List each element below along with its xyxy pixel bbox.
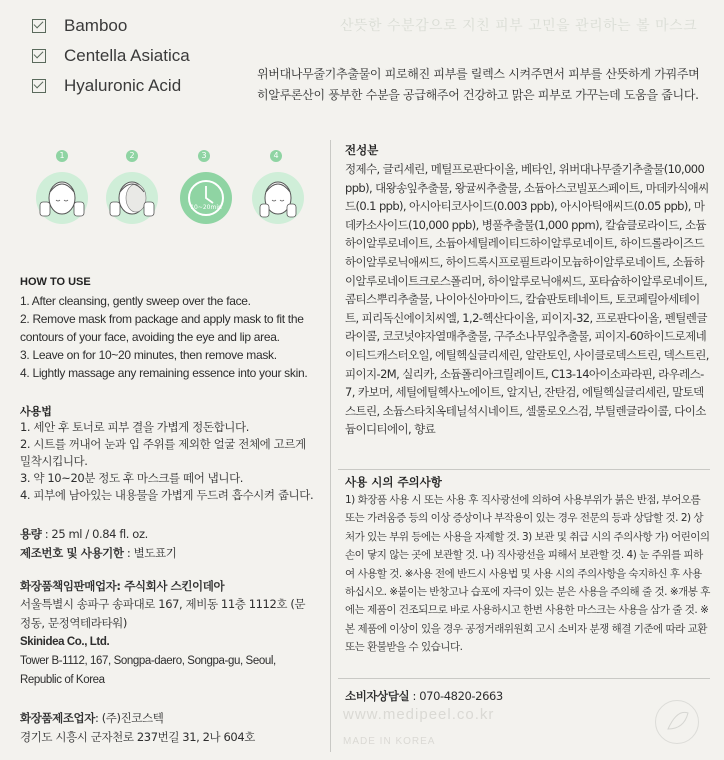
consumer-value: : 070-4820-2663 bbox=[412, 689, 503, 703]
feature-bamboo bbox=[32, 16, 127, 36]
manufacturer-name: : (주)진코스텍 bbox=[94, 711, 164, 725]
website-watermark: www.medipeel.co.kr bbox=[343, 706, 495, 723]
product-description: 위버대나무줄기추출물이 피로해진 피부를 릴렉스 시켜주면서 피부를 산뜻하게 가꿔주며 히알루론산이 풍부한 수분을 공급해주어 건강하고 맑은 피부로 가꾸는데 도움을 줍니다. bbox=[257, 67, 700, 102]
seller-label: 화장품책임판매업자 bbox=[20, 579, 117, 593]
expiry-value: : 별도표기 bbox=[126, 546, 177, 560]
steps-illustration bbox=[22, 146, 322, 244]
feature-hyaluronic bbox=[32, 76, 181, 96]
checkbox-icon bbox=[32, 79, 46, 93]
manufacturer-address: 경기도 시흥시 군자천로 237번길 31, 2나 604호 bbox=[20, 730, 255, 744]
column-divider bbox=[330, 140, 331, 752]
usage-ko-heading: 사용법 bbox=[20, 405, 52, 418]
faded-banner: 산뜻한 수분감으로 지친 피부 고민을 관리하는 볼 마스크 bbox=[340, 18, 698, 34]
expiry-row bbox=[20, 545, 176, 562]
seller-address-en: Tower B-1112, 167, Songpa-daero, Songpa-gu, Seoul, Republic of Korea bbox=[20, 655, 276, 686]
consumer-row bbox=[345, 688, 503, 705]
usage-ko-item: 2. 시트를 꺼내어 눈과 입 주위를 제외한 얼굴 전체에 고르게 밀착시킵니다. bbox=[20, 437, 306, 468]
seller-address-ko: 서울특별시 송파구 송파대로 167, 제비동 11층 1112호 (문정동, 문정역테라타워) bbox=[20, 597, 306, 630]
usage-ko-item: 3. 약 10~20분 정도 후 마스크를 떼어 냅니다. bbox=[20, 471, 244, 485]
cautions-text: 1) 화장품 사용 시 또는 사용 후 직사광선에 의하여 사용부위가 붉은 반점, 부어오름 또는 가려움증 등의 이상 증상이나 부작용이 있는 경우 전문의 등과 상담할 것. 2) 상처가 있는 부위 등에는 사용을 자제할 것. 3) 보관 및 취급 시의 주의사항 가) 어린이의 손이 닿지 않는 곳에 보관할 것. 나) 직사광선을 피해서 보관할 것. 4) 눈 주위를 피하여 사용할 것. ※사용 전에 반드시 사용법 및 사용 시의 주의사항을 숙지하신 후 사용하십시오. ※붙이는 반창고나 습포에 자극이 있는 분은 사용을 주의해 줄 것. ※개봉 후에는 제품이 건조되므로 바로 사용하시고 한번 사용한 마스크는 사용을 삼가 줄 것. ※본 제품에 이상이 있을 경우 공정거래위원회 고시 소비자 분쟁 해결 기준에 따라 교환 또는 환불받을 수 있습니다. bbox=[345, 494, 710, 654]
usage-ko-list bbox=[20, 419, 315, 504]
volume-label: 용량 bbox=[20, 527, 42, 541]
consumer-label: 소비자상담실 bbox=[345, 689, 410, 703]
section-divider bbox=[338, 678, 710, 679]
step-number: 2 bbox=[126, 150, 138, 162]
how-to-use-item: 4. Lightly massage any remaining essence into your skin. bbox=[20, 366, 308, 380]
feature-label: Hyaluronic Acid bbox=[64, 76, 182, 95]
manufacturer-block bbox=[20, 710, 315, 748]
how-to-use-heading: HOW TO USE bbox=[20, 276, 91, 288]
usage-ko-item: 1. 세안 후 토너로 피부 결을 가볍게 정돈합니다. bbox=[20, 420, 249, 434]
section-divider bbox=[338, 469, 710, 470]
ingredients-text: 정제수, 글리세린, 메틸프로판다이올, 베타인, 위버대나무줄기추출물(10,000 ppb), 대왕송잎추출물, 왕귤씨추출물, 소듐아스코빌포스페이트, 마데카식애씨드(0.1 ppb), 아시아티코사이드(0.003 ppb), 아시아틱애씨드(0.05 ppb), 마데카소사이드(10,000 ppb), 병풀추출물(1,000 ppm), 칼슘클로라이드, 소듐하이알루로네이트, 소듐아세틸레이티드하이알루로네이트, 하이드롤라이즈드하이알루로닉애씨드, 하이드록시프로필트라이모늄하이알루로네이트, 소듐하이알루로네이트크로스폴리머, 하이알루로닉애씨드, 포타슘하이알루로네이트, 콤티스뿌리추출물, 나이아신아마이드, 칼슘판토테네이트, 토코페릴아세테이트, 피리독신에이치씨엘, 1,2-헥산다이올, 피이지-32, 프로판다이올, 펜틸렌글라이콜, 코코넛야자열매추출물, 구주소나무잎추출물, 피이지-60하이드로제네이티드캐스터오일, 에틸헥실글리세린, 알란토인, 사이클로덱스트린, 덱스트린, 피이지-2M, 실리카, 소듐폴리아크릴레이트, C13-14아이소파라핀, 라우레스-7, 카보머, 세틸에틸헥사노에이트, 알지닌, 잔탄검, 에틸헥실글리세린, 말토덱스트린, 소듐스타치옥테닐석시네이트, 셀룰로오스검, 부틸렌글라이콜, 다이소듐이디티에이, 향료 bbox=[345, 162, 709, 437]
step-number: 4 bbox=[270, 150, 282, 162]
volume-row bbox=[20, 526, 148, 543]
face-cleansing-icon bbox=[36, 172, 88, 224]
feature-centella bbox=[32, 46, 190, 66]
volume-value: : 25 ml / 0.84 fl. oz. bbox=[44, 527, 148, 541]
face-massage-icon bbox=[252, 172, 304, 224]
expiry-label: 제조번호 및 사용기한 bbox=[20, 546, 124, 560]
timer-icon bbox=[180, 172, 232, 224]
seller-name: : 주식회사 스킨이데아 bbox=[116, 579, 225, 593]
leaf-logo-icon bbox=[655, 700, 699, 744]
checkbox-icon bbox=[32, 49, 46, 63]
manufacturer-label: 화장품제조업자 bbox=[20, 711, 95, 725]
timer-label: 10~20min bbox=[190, 204, 222, 211]
checkbox-icon bbox=[32, 19, 46, 33]
made-in-watermark: MADE IN KOREA bbox=[343, 736, 436, 747]
usage-ko-item: 4. 피부에 남아있는 내용물을 가볍게 두드려 흡수시켜 줍니다. bbox=[20, 488, 314, 502]
how-to-use-item: 3. Leave on for 10~20 minutes, then remove mask. bbox=[20, 348, 277, 362]
cautions-heading: 사용 시의 주의사항 bbox=[345, 475, 442, 489]
how-to-use-item: 2. Remove mask from package and apply mask to fit the contours of your face, avoiding the eye and lip area. bbox=[20, 312, 304, 344]
feature-label: Bamboo bbox=[64, 16, 128, 35]
step-number: 3 bbox=[198, 150, 210, 162]
how-to-use-item: 1. After cleansing, gently sweep over the face. bbox=[20, 294, 251, 308]
seller-block bbox=[20, 578, 315, 690]
feature-label: Centella Asiatica bbox=[64, 46, 190, 65]
face-mask-icon bbox=[106, 172, 158, 224]
how-to-use-list bbox=[20, 292, 315, 382]
seller-name-en: Skinidea Co., Ltd. bbox=[20, 636, 110, 648]
step-number: 1 bbox=[56, 150, 68, 162]
ingredients-heading: 전성분 bbox=[345, 143, 379, 157]
